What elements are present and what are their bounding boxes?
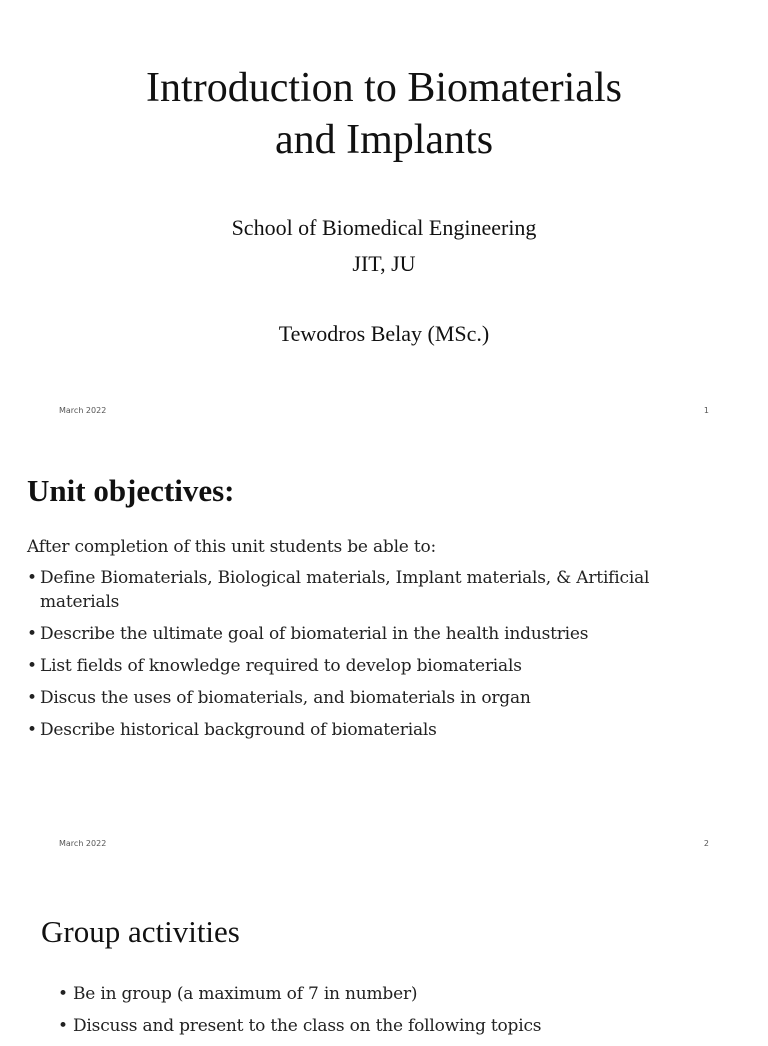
objective-text: Define Biomaterials, Biological materials, Implant materials, & Artificial materials — [40, 568, 650, 612]
slide-1-footer-date: March 2022 — [59, 406, 107, 415]
list-item — [27, 622, 727, 646]
bullet-icon: • — [58, 984, 68, 1004]
unit-objectives-heading: Unit objectives: — [27, 473, 235, 508]
objective-text: Describe historical background of biomaterials — [40, 720, 437, 740]
institution-name: JIT, JU — [352, 251, 416, 276]
list-item — [58, 982, 748, 1006]
objectives-intro: After completion of this unit students be able to: — [27, 537, 437, 557]
objective-text: List fields of knowledge required to develop biomaterials — [40, 656, 522, 676]
objectives-list — [27, 566, 727, 750]
bullet-icon: • — [27, 720, 37, 740]
list-item — [27, 566, 727, 614]
slide-2-page-number: 2 — [703, 839, 709, 848]
presentation-title — [0, 62, 768, 166]
slide-unit-objectives — [0, 432, 768, 864]
bullet-icon: • — [27, 688, 37, 708]
group-activities-heading: Group activities — [41, 914, 240, 949]
school-name: School of Biomedical Engineering — [231, 215, 537, 240]
objective-text: Discus the uses of biomaterials, and biomaterials in organ — [40, 688, 531, 708]
list-item — [27, 718, 727, 742]
list-item — [27, 686, 727, 710]
title-line-1: Introduction to Biomaterials — [146, 65, 622, 111]
list-item — [58, 1014, 748, 1038]
group-activities-list — [58, 982, 748, 1046]
bullet-icon: • — [27, 656, 37, 676]
slide-group-activities — [0, 864, 768, 1036]
slide-title — [0, 0, 768, 432]
bullet-icon: • — [27, 568, 37, 588]
author-name: Tewodros Belay (MSc.) — [278, 321, 490, 346]
bullet-icon: • — [58, 1016, 68, 1036]
activity-text: Discuss and present to the class on the following topics — [73, 1016, 542, 1036]
list-item — [27, 654, 727, 678]
bullet-icon: • — [27, 624, 37, 644]
activity-text: Be in group (a maximum of 7 in number) — [73, 984, 418, 1004]
slide-1-page-number: 1 — [703, 406, 709, 415]
objective-text: Describe the ultimate goal of biomaterial in the health industries — [40, 624, 589, 644]
slide-2-footer-date: March 2022 — [59, 839, 107, 848]
title-line-2: and Implants — [274, 117, 494, 163]
